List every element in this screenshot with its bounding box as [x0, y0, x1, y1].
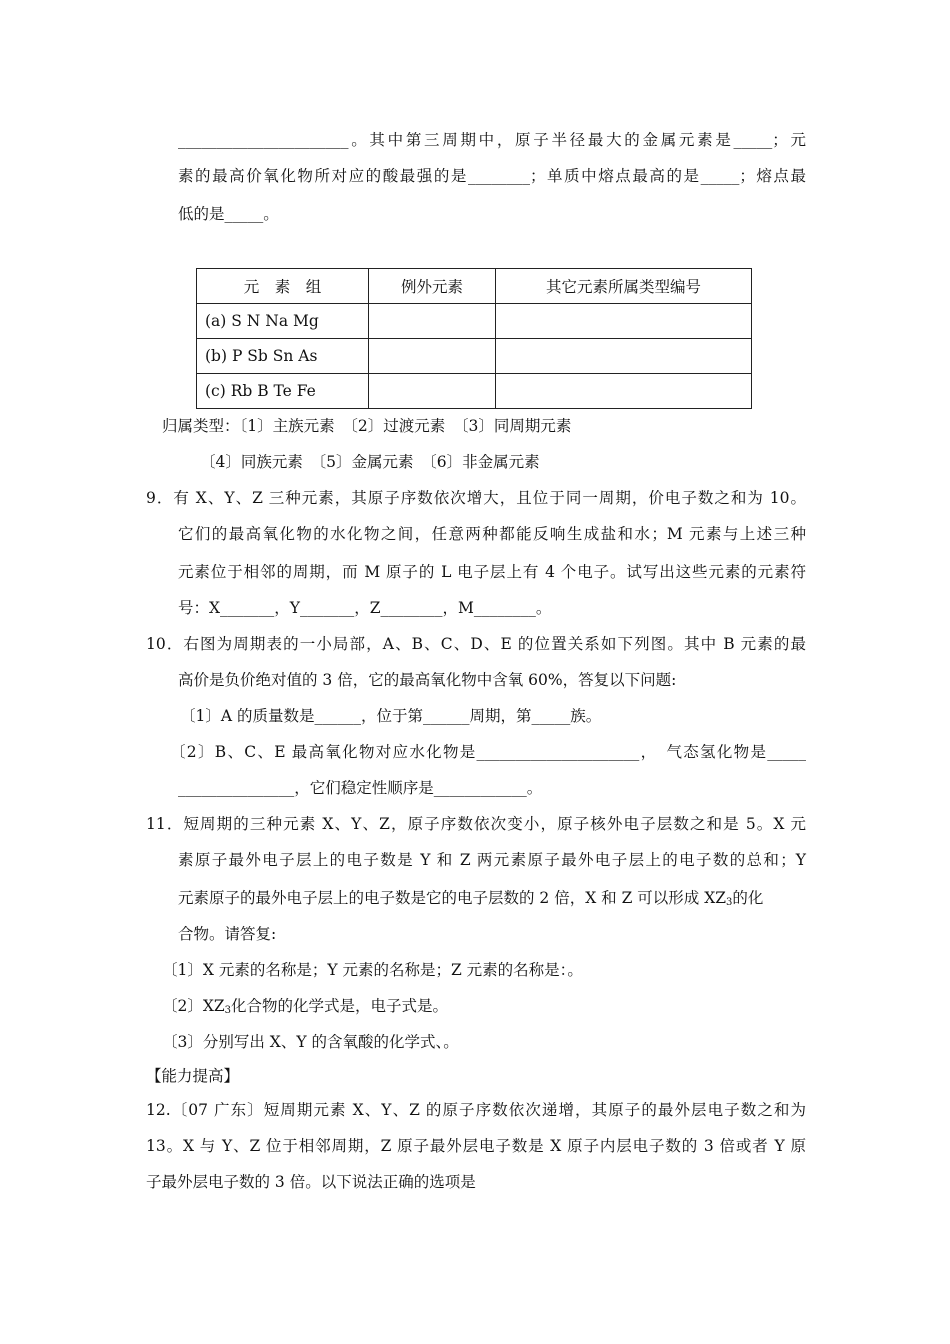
question-11-line — [178, 888, 806, 908]
table-cell — [496, 374, 752, 409]
table-header: 元 素 组 — [197, 269, 369, 304]
subscript: 3 — [726, 897, 733, 908]
question-9-line: 号：X_______，Y_______，Z________，M________。 — [178, 599, 552, 617]
classification-line: 〔4〕同族元素 〔5〕金属元素 〔6〕非金属元素 — [200, 453, 540, 471]
question-11-line — [162, 996, 448, 1016]
table-cell: (c) Rb B Te Fe — [197, 374, 369, 409]
table-cell: (a) S N Na Mg — [197, 304, 369, 339]
table-row — [197, 374, 752, 409]
subscript: 3 — [224, 1005, 232, 1016]
text-span: 〔2〕XZ — [162, 997, 225, 1015]
table-cell — [496, 339, 752, 374]
text-line: ______________________。其中第三周期中，原子半径最大的金属元素是_____；元 — [178, 131, 806, 149]
table-row — [197, 339, 752, 374]
question-9-line: 9．有 X、Y、Z 三种元素，其原子序数依次增大，且位于同一周期，价电子数之和为 10。 — [146, 489, 806, 507]
element-group-table — [196, 268, 752, 409]
question-11-line: 素原子最外电子层上的电子数是 Y 和 Z 两元素原子最外电子层上的电子数的总和；Y — [178, 851, 806, 869]
question-10-line: 〔2〕B、C、E 最高氧化物对应水化物是_____________________， 气态氢化物是_____ — [170, 743, 806, 761]
table-header: 例外元素 — [369, 269, 496, 304]
text-span: 元素原子的最外电子层上的电子数是它的电子层数的 2 倍，X 和 Z 可以形成 XZ — [178, 889, 727, 907]
table-header: 其它元素所属类型编号 — [496, 269, 752, 304]
table-cell — [369, 339, 496, 374]
table-header-row — [197, 269, 752, 304]
question-11-line: 合物。请答复: — [178, 925, 277, 943]
question-9-line: 它们的最高氧化物的水化物之间，任意两种都能反响生成盐和水；M 元素与上述三种 — [178, 525, 806, 543]
question-12-line: 13。X 与 Y、Z 位于相邻周期，Z 原子最外层电子数是 X 原子内层电子数的 3 倍或者 Y 原 — [146, 1137, 806, 1155]
question-11-line: 〔3〕分别写出 X、Y 的含氧酸的化学式、。 — [162, 1033, 459, 1051]
question-11-line: 〔1〕X 元素的名称是；Y 元素的名称是；Z 元素的名称是：。 — [162, 961, 583, 979]
table-cell — [369, 374, 496, 409]
question-12-line: 子最外层电子数的 3 倍。以下说法正确的选项是 — [146, 1173, 476, 1191]
question-10-line: _______________，它们稳定性顺序是____________。 — [178, 779, 543, 797]
table-cell — [496, 304, 752, 339]
question-10-line: 高价是负价绝对值的 3 倍，它的最高氧化物中含氧 60%，答复以下问题: — [178, 671, 677, 689]
text-line: 素的最高价氧化物所对应的酸最强的是________；单质中熔点最高的是_____；熔点最 — [178, 167, 806, 185]
text-span: 的化 — [732, 889, 764, 907]
question-9-line: 元素位于相邻的周期，而 M 原子的 L 电子层上有 4 个电子。试写出这些元素的元素符 — [178, 563, 806, 581]
question-11-line: 11．短周期的三种元素 X、Y、Z，原子序数依次变小，原子核外电子层数之和是 5。X 元 — [146, 815, 806, 833]
table-cell: (b) P Sb Sn As — [197, 339, 369, 374]
classification-line: 归属类型：〔1〕主族元素 〔2〕过渡元素 〔3〕同周期元素 — [162, 417, 572, 435]
text-line: 低的是_____。 — [178, 205, 279, 223]
table-row — [197, 304, 752, 339]
question-12-line: 12.〔07 广东〕短周期元素 X、Y、Z 的原子序数依次递增，其原子的最外层电子数之和为 — [146, 1101, 806, 1119]
question-10-line: 10．右图为周期表的一小局部，A、B、C、D、E 的位置关系如下列图。其中 B 元素的最 — [146, 635, 806, 653]
section-heading: 【能力提高】 — [146, 1067, 240, 1085]
text-span: 化合物的化学式是，电子式是。 — [231, 997, 449, 1015]
table-cell — [369, 304, 496, 339]
question-10-line: 〔1〕A 的质量数是______，位于第______周期，第_____族。 — [180, 707, 602, 725]
